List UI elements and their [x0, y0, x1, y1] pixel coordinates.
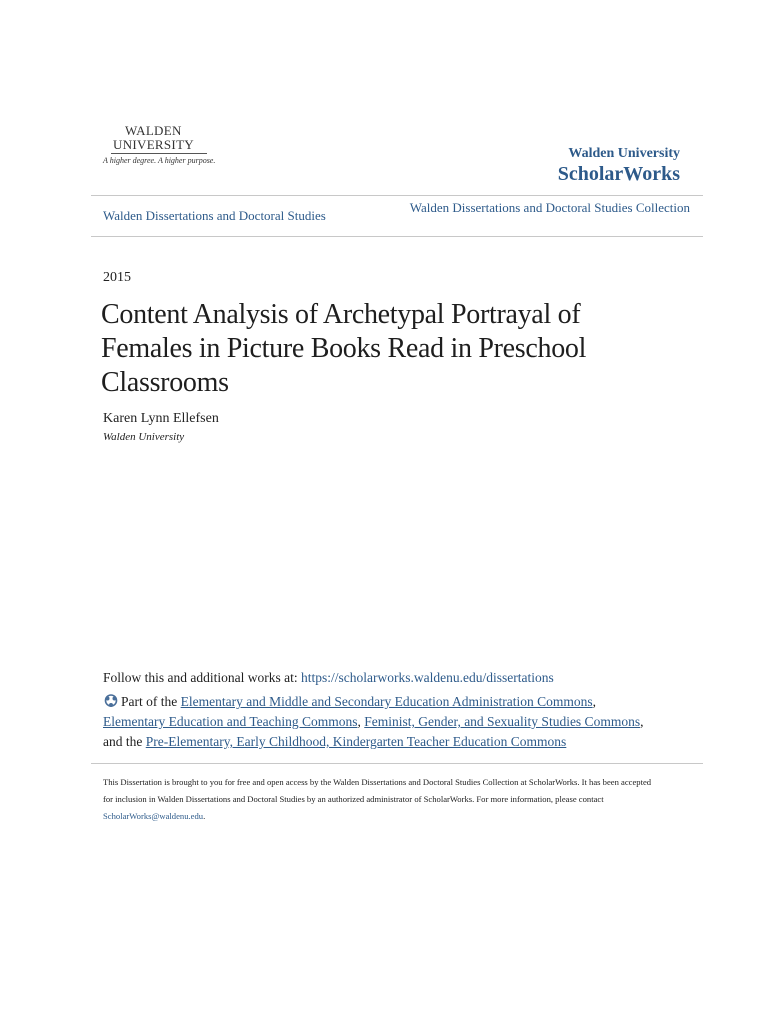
commons-link-1[interactable]: Elementary and Middle and Secondary Education Administration Commons: [180, 694, 593, 709]
separator-3: ,: [640, 714, 644, 729]
commons-list: [103, 692, 683, 752]
commons-link-2[interactable]: Elementary Education and Teaching Commons: [103, 714, 358, 729]
author-name: Karen Lynn Ellefsen: [103, 411, 219, 426]
share-icon: [103, 694, 119, 708]
series-link-right[interactable]: Walden Dissertations and Doctoral Studies Collection: [409, 200, 690, 215]
contact-email-link[interactable]: ScholarWorks@waldenu.edu: [103, 811, 204, 821]
paper-title: Content Analysis of Archetypal Portrayal of Females in Picture Books Read in Preschool Classrooms: [101, 299, 587, 398]
access-notice: [103, 774, 663, 825]
logo-tagline: A higher degree. A higher purpose.: [103, 156, 216, 165]
logo-divider: [111, 153, 207, 154]
logo-line1: WALDEN: [125, 123, 182, 138]
commons-link-4[interactable]: Pre-Elementary, Early Childhood, Kindergarten Teacher Education Commons: [145, 734, 567, 749]
follow-line: [103, 670, 554, 686]
header-divider-top: [91, 195, 703, 196]
repository-name[interactable]: ScholarWorks: [557, 163, 680, 185]
series-link-left[interactable]: Walden Dissertations and Doctoral Studies: [103, 208, 326, 223]
separator-1: ,: [592, 694, 597, 709]
notice-end: .: [203, 811, 206, 821]
author-affiliation: Walden University: [103, 431, 185, 443]
notice-divider: [91, 763, 703, 764]
separator-2: ,: [357, 714, 365, 729]
publication-year: 2015: [103, 270, 131, 285]
dissertations-link[interactable]: https://scholarworks.waldenu.edu/dissertations: [301, 670, 554, 685]
logo-line2: UNIVERSITY: [113, 137, 194, 152]
walden-university-logo: [103, 120, 216, 172]
institution-name[interactable]: Walden University: [568, 146, 680, 161]
notice-text: This Dissertation is brought to you for free and open access by the Walden Dissertations and Doctoral Studies Collection at ScholarWorks. It has been accepted for inclusion in Walden Dissertations and Doctoral Studies by an authorized administrator of ScholarWorks. For more information, please contact: [103, 777, 652, 804]
part-of-label: Part of the: [121, 694, 181, 709]
commons-link-3[interactable]: Feminist, Gender, and Sexuality Studies Commons: [364, 714, 641, 729]
and-the-label: and the: [103, 734, 146, 749]
header-divider-bottom: [91, 236, 703, 237]
follow-label: Follow this and additional works at:: [103, 670, 301, 685]
